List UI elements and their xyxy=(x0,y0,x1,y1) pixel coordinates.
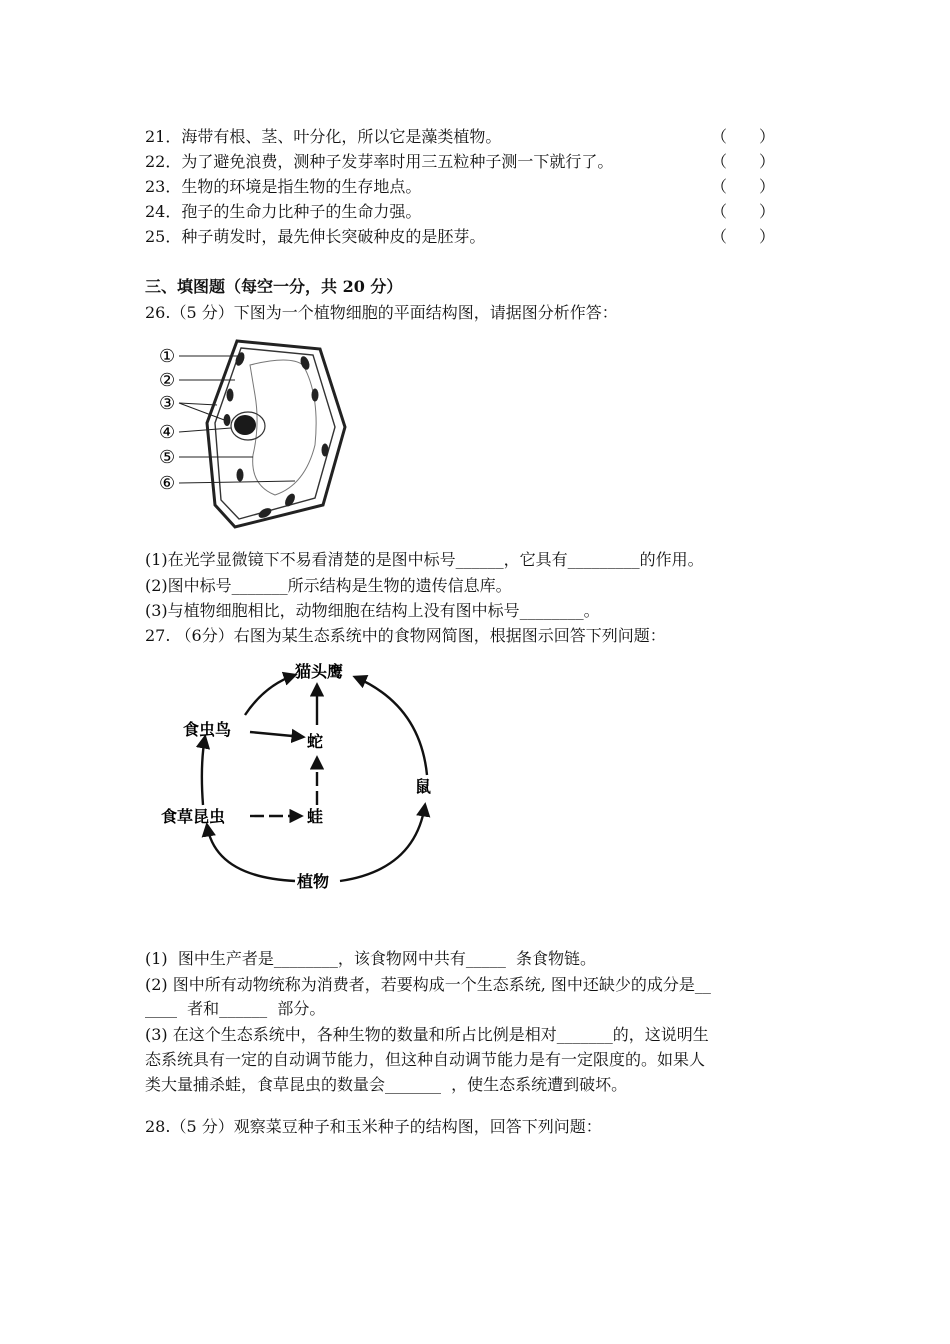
node-mouse: 鼠 xyxy=(415,777,432,796)
section-heading: 三、填图题（每空一分，共 20 分） xyxy=(145,277,403,296)
tf-statement: 23．生物的环境是指生物的生存地点。 xyxy=(145,177,422,196)
q26-sub2: (2)图中标号_______所示结构是生物的遗传信息库。 xyxy=(145,576,512,595)
tf-answer-blank: （ ） xyxy=(710,227,775,246)
tf-statement: 24．孢子的生命力比种子的生命力强。 xyxy=(145,202,422,221)
q28-title: 28.（5 分）观察菜豆种子和玉米种子的结构图，回答下列问题： xyxy=(145,1117,602,1136)
node-bird: 食虫鸟 xyxy=(183,720,232,739)
q27-sub1: (1) 图中生产者是________，该食物网中共有_____ 条食物链。 xyxy=(145,949,597,968)
cell-label-3: ③ xyxy=(159,393,176,414)
node-snake: 蛇 xyxy=(307,732,324,751)
cell-label-4: ④ xyxy=(159,422,176,443)
q26-sub3: (3)与植物细胞相比，动物细胞在结构上没有图中标号________。 xyxy=(145,601,600,620)
tf-answer-blank: （ ） xyxy=(710,127,775,146)
q27-sub2-line1: (2) 图中所有动物统称为消费者，若要构成一个生态系统, 图中还缺少的成分是__ xyxy=(145,975,711,994)
tf-statement: 21．海带有根、茎、叶分化，所以它是藻类植物。 xyxy=(145,127,502,146)
cell-label-2: ② xyxy=(159,370,176,391)
q26-title: 26.（5 分）下图为一个植物细胞的平面结构图，请据图分析作答： xyxy=(145,303,618,322)
node-plant: 植物 xyxy=(297,872,330,891)
cell-label-1: ① xyxy=(159,346,176,367)
cell-label-6: ⑥ xyxy=(159,473,176,494)
q27-title: 27. （6分）右图为某生态系统中的食物网简图，根据图示回答下列问题： xyxy=(145,626,666,645)
tf-statement: 22．为了避免浪费，测种子发芽率时用三五粒种子测一下就行了。 xyxy=(145,152,614,171)
q27-sub3-line1: (3) 在这个生态系统中，各种生物的数量和所占比例是相对_______的，这说明生 xyxy=(145,1025,709,1044)
node-owl: 猫头鹰 xyxy=(295,662,344,681)
q27-sub2-line2: ____ 者和______ 部分。 xyxy=(145,999,326,1018)
cell-label-5: ⑤ xyxy=(159,447,176,468)
q27-sub3-line2: 态系统具有一定的自动调节能力，但这种自动调节能力是有一定限度的。如果人 xyxy=(145,1050,706,1069)
node-frog: 蛙 xyxy=(307,807,324,826)
tf-answer-blank: （ ） xyxy=(710,202,775,221)
q26-sub1: (1)在光学显微镜下不易看清楚的是图中标号______，它具有_________的作用。 xyxy=(145,550,704,569)
plant-cell-diagram xyxy=(155,335,355,535)
food-web-diagram xyxy=(155,655,455,905)
tf-answer-blank: （ ） xyxy=(710,152,775,171)
tf-answer-blank: （ ） xyxy=(710,177,775,196)
tf-statement: 25．种子萌发时，最先伸长突破种皮的是胚芽。 xyxy=(145,227,486,246)
node-insect: 食草昆虫 xyxy=(161,807,226,826)
q27-sub3-line3: 类大量捕杀蛙，食草昆虫的数量会_______ ，使生态系统遭到破坏。 xyxy=(145,1075,628,1094)
